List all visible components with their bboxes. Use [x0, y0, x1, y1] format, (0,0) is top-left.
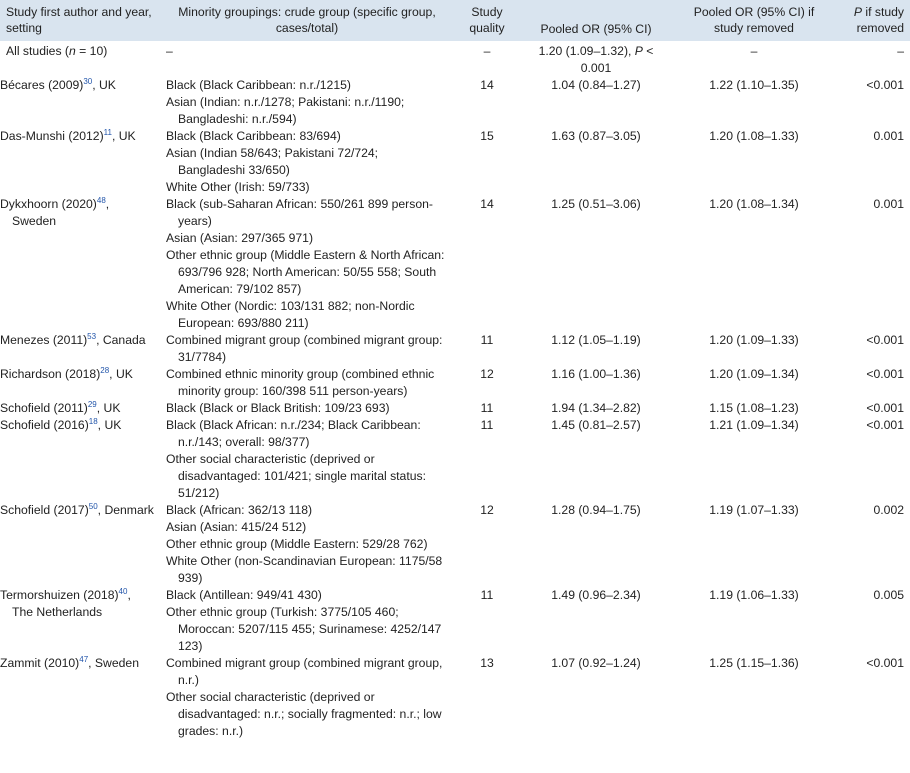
header-p-italic: P — [853, 5, 862, 19]
study-author: Schofield (2016) — [0, 418, 89, 432]
table-header — [0, 0, 910, 41]
all-studies-pooled: 1.20 (1.09–1.32), P < 0.001 — [538, 44, 654, 75]
groupings-cell — [160, 128, 454, 196]
p-value-cell: <0.001 — [866, 367, 904, 381]
p-value-cell: <0.001 — [866, 401, 904, 415]
grouping-entry: Other social characteristic (deprived or disadvantaged: n.r.; socially fragmented: n.r.; low grades: n.r.) — [166, 690, 442, 738]
pooled-removed-cell: 1.19 (1.06–1.33) — [709, 588, 799, 602]
study-author-cell — [0, 400, 160, 417]
quality-cell: 12 — [480, 503, 494, 517]
pooled-or-cell: 1.07 (0.92–1.24) — [551, 656, 641, 670]
quality-cell: 11 — [480, 333, 494, 347]
study-author-cell — [0, 128, 160, 196]
reference-link[interactable]: 30 — [83, 76, 93, 86]
table-body — [0, 41, 910, 740]
reference-link[interactable]: 47 — [79, 654, 89, 664]
header-pooled: Pooled OR (95% CI) — [540, 22, 652, 36]
grouping-entry: Black (Black or Black British: 109/23 693) — [166, 401, 390, 415]
pooled-removed-cell: 1.20 (1.09–1.34) — [709, 367, 799, 381]
quality-cell: 12 — [480, 367, 494, 381]
quality-cell: 14 — [480, 78, 494, 92]
table-row — [0, 655, 910, 740]
header-p-rest: if study removed — [856, 5, 904, 35]
pooled-or-cell: 1.94 (1.34–2.82) — [551, 401, 641, 415]
grouping-entry: Other ethnic group (Turkish: 3775/105 460; Moroccan: 5207/115 455; Surinamese: 4252/147 123) — [166, 605, 442, 653]
groupings-cell — [160, 366, 454, 400]
pooled-removed-cell: 1.20 (1.09–1.33) — [709, 333, 799, 347]
pooled-or-cell: 1.04 (0.84–1.27) — [551, 78, 641, 92]
reference-link[interactable]: 48 — [96, 195, 106, 205]
study-author: Zammit (2010) — [0, 656, 80, 670]
study-author-cell — [0, 502, 160, 587]
table-row — [0, 77, 910, 128]
study-author: Bécares (2009) — [0, 78, 84, 92]
groupings-cell — [160, 332, 454, 366]
study-setting: , Sweden — [88, 656, 139, 670]
pooled-or-cell: 1.45 (0.81–2.57) — [551, 418, 641, 432]
study-setting: , UK — [96, 401, 121, 415]
study-author: Termorshuizen (2018) — [0, 588, 119, 602]
grouping-entry: Combined ethnic minority group (combined ethnic minority group: 160/398 511 person-years) — [166, 367, 435, 398]
groupings-cell — [160, 400, 454, 417]
table-row — [0, 587, 910, 655]
study-setting: , UK — [97, 418, 122, 432]
grouping-entry: Black (Black Caribbean: n.r./1215) — [166, 78, 351, 92]
quality-cell: 13 — [480, 656, 494, 670]
grouping-entry: Black (Black Caribbean: 83/694) — [166, 129, 341, 143]
grouping-entry: Black (Black African: n.r./234; Black Caribbean: n.r./143; overall: 98/377) — [166, 418, 421, 449]
all-studies-quality: – — [483, 44, 491, 58]
header-quality: Study quality — [469, 5, 505, 35]
pooled-or-cell: 1.28 (0.94–1.75) — [551, 503, 641, 517]
study-setting: , UK — [109, 367, 133, 381]
table-row — [0, 196, 910, 332]
p-value-cell: <0.001 — [866, 78, 904, 92]
groupings-cell — [160, 502, 454, 587]
header-groupings: Minority groupings: crude group (specific group, cases/total) — [178, 5, 436, 35]
study-setting: , Canada — [96, 333, 146, 347]
groupings-cell — [160, 77, 454, 128]
pooled-or-cell: 1.49 (0.96–2.34) — [551, 588, 641, 602]
grouping-entry: Asian (Indian: n.r./1278; Pakistani: n.r./1190; Bangladeshi: n.r./594) — [166, 95, 405, 126]
table-row — [0, 417, 910, 502]
study-author-cell — [0, 332, 160, 366]
study-setting: , Denmark — [97, 503, 154, 517]
header-study: Study first author and year, setting — [6, 5, 152, 35]
table-row — [0, 332, 910, 366]
reference-link[interactable]: 40 — [118, 586, 128, 596]
quality-cell: 14 — [480, 197, 494, 211]
header-p-value — [836, 0, 910, 41]
p-value-cell: <0.001 — [866, 418, 904, 432]
reference-link[interactable]: 28 — [100, 365, 110, 375]
pooled-or-cell: 1.16 (1.00–1.36) — [551, 367, 641, 381]
pooled-removed-cell: 1.22 (1.10–1.35) — [709, 78, 799, 92]
quality-cell: 11 — [480, 401, 494, 415]
study-author: Schofield (2017) — [0, 503, 89, 517]
grouping-entry: Black (Antillean: 949/41 430) — [166, 588, 322, 602]
grouping-entry: Asian (Asian: 297/365 971) — [166, 231, 314, 245]
p-value-cell: <0.001 — [866, 333, 904, 347]
all-studies-p: – — [897, 44, 904, 58]
p-value-cell: 0.002 — [873, 503, 904, 517]
study-setting: , Sweden — [12, 197, 110, 228]
table-row-all-studies — [0, 41, 910, 77]
grouping-entry: Other ethnic group (Middle Eastern & North African: 693/796 928; North American: 50/55 558; South American: 79/102 857) — [166, 248, 445, 296]
table-row — [0, 502, 910, 587]
reference-link[interactable]: 18 — [88, 416, 98, 426]
grouping-entry: Other ethnic group (Middle Eastern: 529/28 762) — [166, 537, 428, 551]
grouping-entry: White Other (Nordic: 103/131 882; non-Nordic European: 693/880 211) — [166, 299, 415, 330]
all-studies-label: All studies (n = 10) — [6, 44, 108, 58]
grouping-entry: Combined migrant group (combined migrant group, n.r.) — [166, 656, 443, 687]
reference-link[interactable]: 29 — [87, 399, 97, 409]
p-value-cell: 0.005 — [873, 588, 904, 602]
header-pooled-removed: Pooled OR (95% CI) if study removed — [693, 5, 815, 35]
grouping-entry: White Other (non-Scandinavian European: 1175/58 939) — [166, 554, 443, 585]
pooled-removed-cell: 1.21 (1.09–1.34) — [709, 418, 799, 432]
quality-cell: 15 — [480, 129, 494, 143]
pooled-removed-cell: 1.15 (1.08–1.23) — [709, 401, 799, 415]
reference-link[interactable]: 50 — [88, 501, 98, 511]
quality-cell: 11 — [480, 588, 494, 602]
study-author-cell — [0, 77, 160, 128]
study-author-cell — [0, 587, 160, 655]
quality-cell: 11 — [480, 418, 494, 432]
grouping-entry: Other social characteristic (deprived or disadvantaged: 101/421; single marital status: 51/212) — [166, 452, 426, 500]
pooled-or-cell: 1.12 (1.05–1.19) — [551, 333, 641, 347]
study-author-cell — [0, 417, 160, 502]
study-author: Schofield (2011) — [0, 401, 88, 415]
study-author-cell — [0, 366, 160, 400]
grouping-entry: White Other (Irish: 59/733) — [166, 180, 310, 194]
study-author: Menezes (2011) — [0, 333, 88, 347]
study-setting: , UK — [92, 78, 116, 92]
reference-link[interactable]: 11 — [103, 127, 112, 137]
grouping-entry: Black (African: 362/13 118) — [166, 503, 313, 517]
table-row — [0, 400, 910, 417]
study-author: Richardson (2018) — [0, 367, 101, 381]
study-author: Dykxhoorn (2020) — [0, 197, 97, 211]
all-studies-groupings: – — [166, 44, 173, 58]
reference-link[interactable]: 53 — [87, 331, 97, 341]
study-author-cell — [0, 196, 160, 332]
study-setting: , UK — [111, 129, 136, 143]
grouping-entry: Asian (Indian 58/643; Pakistani 72/724; Bangladeshi 33/650) — [166, 146, 379, 177]
p-value-cell: <0.001 — [866, 656, 904, 670]
study-author-cell — [0, 655, 160, 740]
pooled-removed-cell: 1.20 (1.08–1.33) — [709, 129, 799, 143]
p-value-cell: 0.001 — [873, 197, 904, 211]
pooled-removed-cell: 1.20 (1.08–1.34) — [709, 197, 799, 211]
p-value-cell: 0.001 — [873, 129, 904, 143]
groupings-cell — [160, 587, 454, 655]
groupings-cell — [160, 655, 454, 740]
all-studies-removed: – — [750, 44, 758, 58]
study-author: Das-Munshi (2012) — [0, 129, 104, 143]
pooled-or-cell: 1.63 (0.87–3.05) — [551, 129, 641, 143]
table-row — [0, 128, 910, 196]
groupings-cell — [160, 417, 454, 502]
pooled-or-cell: 1.25 (0.51–3.06) — [551, 197, 641, 211]
groupings-cell — [160, 196, 454, 332]
header-row — [0, 0, 910, 41]
study-setting: , The Netherlands — [12, 588, 131, 619]
pooled-removed-cell: 1.25 (1.15–1.36) — [709, 656, 799, 670]
grouping-entry: Black (sub-Saharan African: 550/261 899 person-years) — [166, 197, 433, 228]
table-row — [0, 366, 910, 400]
grouping-entry: Combined migrant group (combined migrant group: 31/7784) — [166, 333, 443, 364]
grouping-entry: Asian (Asian: 415/24 512) — [166, 520, 307, 534]
pooled-removed-cell: 1.19 (1.07–1.33) — [709, 503, 799, 517]
